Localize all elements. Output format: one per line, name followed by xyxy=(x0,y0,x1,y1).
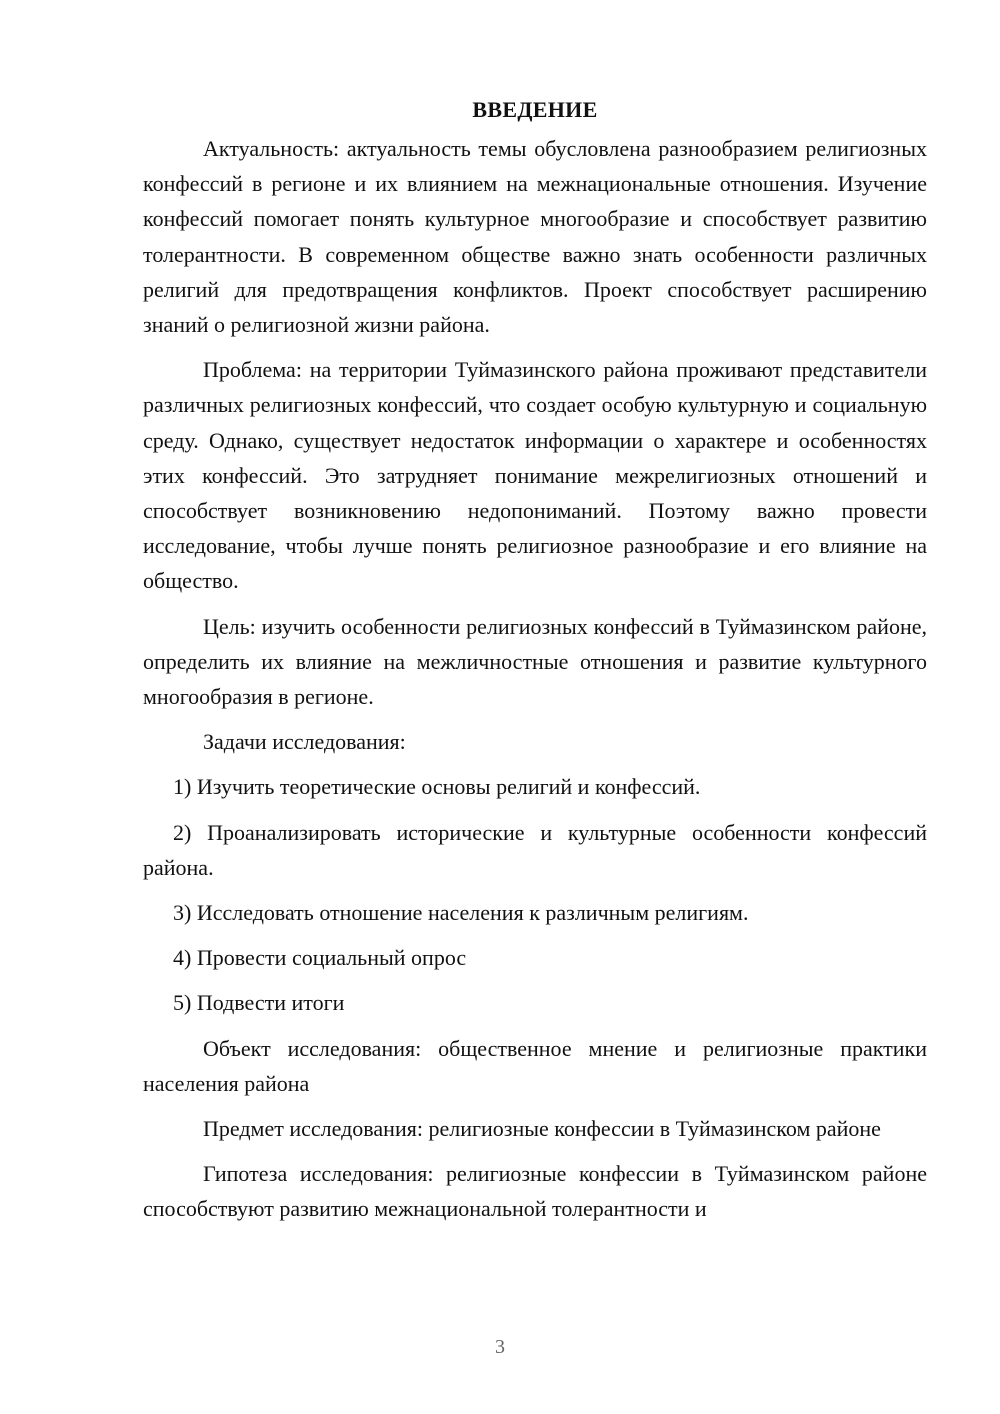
paragraph-problem: Проблема: на территории Туймазинского района проживают представители различных религиозных конфессий, что создает особую культурную и социальную среду. Однако, существует недостаток информации о характере и особенностях этих конфессий. Это затрудняет понимание межрелигиозных отношений и способствует возникновению недопониманий. Поэтому важно провести исследование, чтобы лучше понять религиозное разнообразие и его влияние на общество. xyxy=(143,357,927,594)
task-item-1: 1) Изучить теоретические основы религий и конфессий. xyxy=(173,774,701,800)
task-item-4: 4) Провести социальный опрос xyxy=(173,945,467,971)
page-number: 3 xyxy=(495,1336,505,1358)
section-title: ВВЕДЕНИЕ xyxy=(472,97,598,122)
document-page xyxy=(143,92,927,1237)
task-item-2: 2) Проанализировать исторические и культурные особенности конфессий района. xyxy=(143,819,927,880)
task-item-5: 5) Подвести итоги xyxy=(173,990,345,1016)
paragraph-tasks-heading: Задачи исследования: xyxy=(203,729,406,755)
paragraph-subject: Предмет исследования: религиозные конфессии в Туймазинском районе xyxy=(203,1116,881,1142)
paragraph-hypothesis: Гипотеза исследования: религиозные конфессии в Туймазинском районе способствуют развитию межнациональной толерантности и xyxy=(143,1161,927,1222)
paragraph-relevance: Актуальность: актуальность темы обусловлена разнообразием религиозных конфессий в регионе и их влиянием на межнациональные отношения. Изучение конфессий помогает понять культурное многообразие и способствует развитию толерантности. В современном обществе важно знать особенности различных религий для предотвращения конфликтов. Проект способствует расширению знаний о религиозной жизни района. xyxy=(143,136,927,338)
task-item-3: 3) Исследовать отношение населения к различным религиям. xyxy=(173,900,749,926)
paragraph-object: Объект исследования: общественное мнение и религиозные практики населения района xyxy=(143,1035,927,1096)
paragraph-goal: Цель: изучить особенности религиозных конфессий в Туймазинском районе, определить их влияние на межличностные отношения и развитие культурного многообразия в регионе. xyxy=(143,613,927,710)
